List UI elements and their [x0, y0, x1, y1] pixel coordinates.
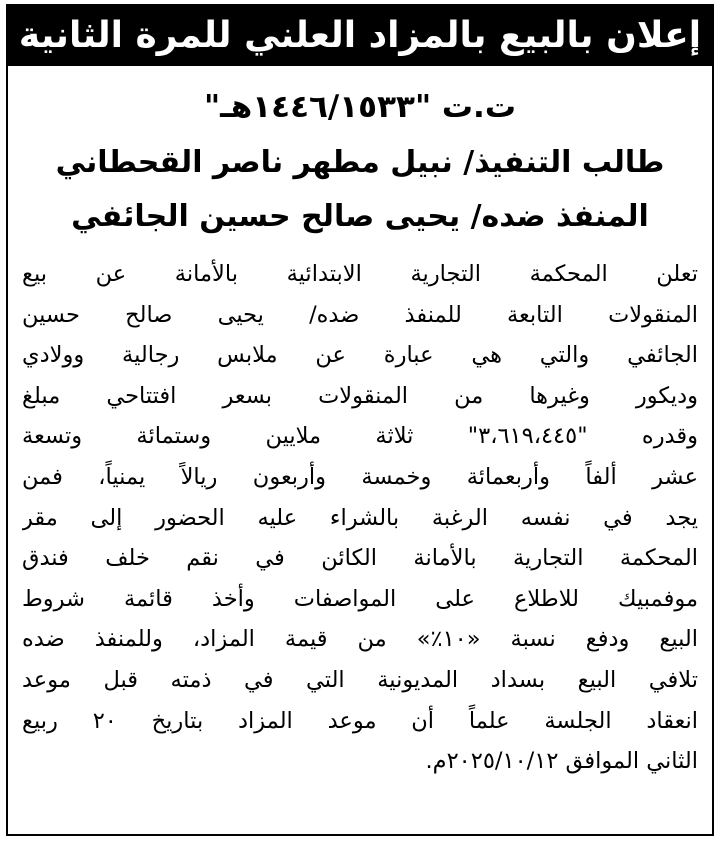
body-line: يجد في نفسه الرغبة بالشراء عليه الحضور إلى مقر: [22, 504, 698, 531]
notice-title: إعلان بالبيع بالمزاد العلني للمرة الثانية: [8, 6, 712, 66]
body-line: البيع ودفع نسبة «١٠٪» من قيمة المزاد، وللمنفذ ضده: [22, 626, 698, 653]
body-line: انعقاد الجلسة علماً أن موعد المزاد بتاريخ ٢٠ ربيع: [22, 707, 698, 734]
body-line: الجائفي والتي هي عبارة عن ملابس رجالية وولادي: [22, 342, 698, 369]
notice-body: [22, 254, 698, 782]
body-line: تلافي البيع بسداد المديونية التي في ذمته قبل موعد: [22, 666, 698, 693]
body-line: تعلن المحكمة التجارية الابتدائية بالأمانة عن بيع: [22, 261, 698, 287]
claimant-line: طالب التنفيذ/ نبيل مطهر ناصر القحطاني: [55, 145, 665, 180]
body-line: عشر ألفاً وأربعمائة وخمسة وأربعون ريالاً يمنياً، فمن: [22, 463, 698, 490]
defendant-line: المنفذ ضده/ يحيى صالح حسين الجائفي: [71, 199, 649, 234]
case-number: ت.ت "١٤٤٦/١٥٣٣هـ": [204, 89, 516, 125]
auction-notice: [6, 4, 714, 836]
body-line: وقدره "٣،٦١٩،٤٤٥" ثلاثة ملايين وستمائة وتسعة: [22, 423, 698, 450]
body-line: المنقولات التابعة للمنفذ ضده/ يحيى صالح حسين: [22, 301, 698, 328]
body-line: وديكور وغيرها من المنقولات بسعر افتتاحي مبلغ: [22, 382, 698, 409]
body-line: المحكمة التجارية بالأمانة الكائن في نقم خلف فندق: [22, 545, 698, 572]
body-line: موفمبيك للاطلاع على المواصفات وأخذ قائمة شروط: [22, 585, 698, 612]
body-line: الثاني الموافق ٢٠٢٥/١٠/١٢م.: [425, 748, 698, 775]
